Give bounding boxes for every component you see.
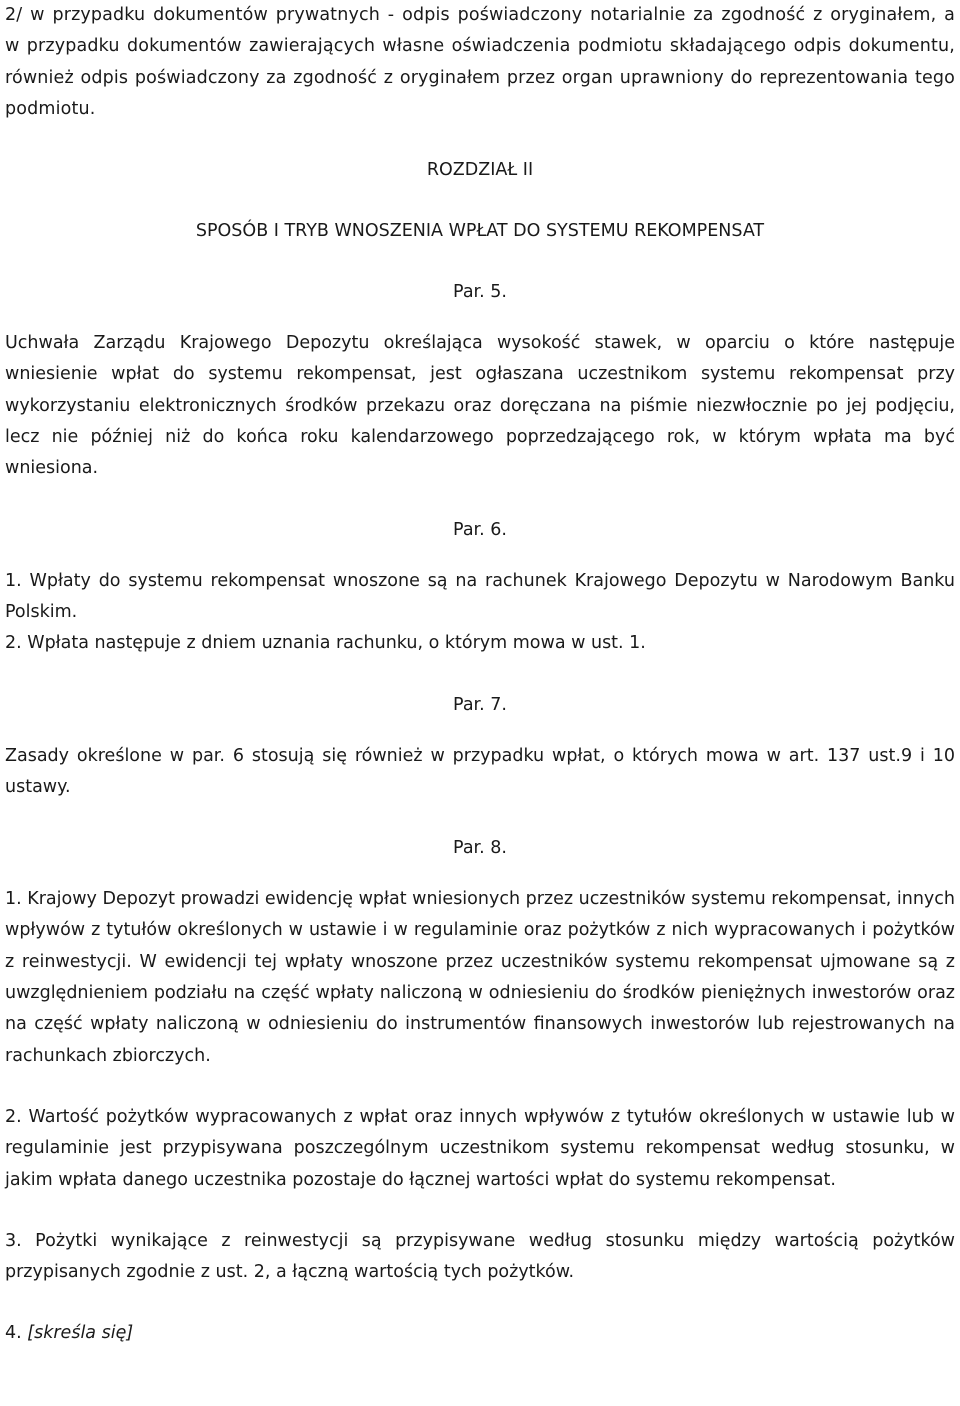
par6-item-1: 1. Wpłaty do systemu rekompensat wnoszone są na rachunek Krajowego Depozytu w Narodowym Banku Polskim.: [5, 570, 955, 622]
par8-item-3: 3. Pożytki wynikające z reinwestycji są przypisywane według stosunku między wartością pożytków przypisanych zgodnie z ust. 2, a łączną wartością tych pożytków.: [5, 1230, 955, 1283]
chapter-label: ROZDZIAŁ II: [426, 160, 534, 181]
par7-heading: Par. 7.: [453, 694, 507, 715]
document-page: [5, 0, 955, 1350]
par8-item-4-number: 4.: [5, 1323, 22, 1344]
chapter-title: SPOSÓB I TRYB WNOSZENIA WPŁAT DO SYSTEMU REKOMPENSAT: [195, 221, 765, 242]
par6-heading: Par. 6.: [453, 519, 507, 540]
intro-paragraph: 2/ w przypadku dokumentów prywatnych - odpis poświadczony notarialnie za zgodność z oryginałem, a w przypadku dokumentów zawierających własne oświadczenia podmiotu składającego odpis dokumentu, również odpis poświadczony za zgodność z oryginałem przez organ uprawniony do reprezentowania tego podmiotu.: [5, 5, 955, 119]
par5-heading: Par. 5.: [453, 282, 507, 303]
par8-item-1: 1. Krajowy Depozyt prowadzi ewidencję wpłat wniesionych przez uczestników systemu rekompensat, innych wpływów z tytułów określonych w ustawie i w regulaminie oraz pożytków z nich wypracowanych i pożytków z reinwestycji. W ewidencji tej wpłaty wnoszone przez uczestników systemu rekompensat ujmowane są z uwzględnieniem podziału na część wpłaty naliczoną w odniesieniu do środków pieniężnych inwestorów oraz na część wpłaty naliczoną w odniesieniu do instrumentów finansowych inwestorów lub rejestrowanych na rachunkach zbiorczych.: [5, 889, 955, 1066]
par5-text: Uchwała Zarządu Krajowego Depozytu określająca wysokość stawek, w oparciu o które następuje wniesienie wpłat do systemu rekompensat, jest ogłaszana uczestnikom systemu rekompensat przy wykorzystaniu elektronicznych środków przekazu oraz doręczana na piśmie niezwłocznie po jej podjęciu, lecz nie później niż do końca roku kalendarzowego poprzedzającego rok, w którym wpłata ma być wniesiona.: [5, 333, 955, 479]
par7-text: Zasady określone w par. 6 stosują się również w przypadku wpłat, o których mowa w art. 137 ust.9 i 10 ustawy.: [5, 745, 955, 797]
par8-item-4-text: [skreśla się]: [27, 1323, 134, 1344]
par8-heading: Par. 8.: [453, 838, 507, 859]
par8-item-2: 2. Wartość pożytków wypracowanych z wpłat oraz innych wpływów z tytułów określonych w ustawie lub w regulaminie jest przypisywana poszczególnym uczestnikom systemu rekompensat według stosunku, w jakim wpłata danego uczestnika pozostaje do łącznej wartości wpłat do systemu rekompensat.: [5, 1106, 955, 1190]
par8-item-4: [5, 1318, 955, 1349]
par6-item-2: 2. Wpłata następuje z dniem uznania rachunku, o którym mowa w ust. 1.: [5, 633, 646, 654]
